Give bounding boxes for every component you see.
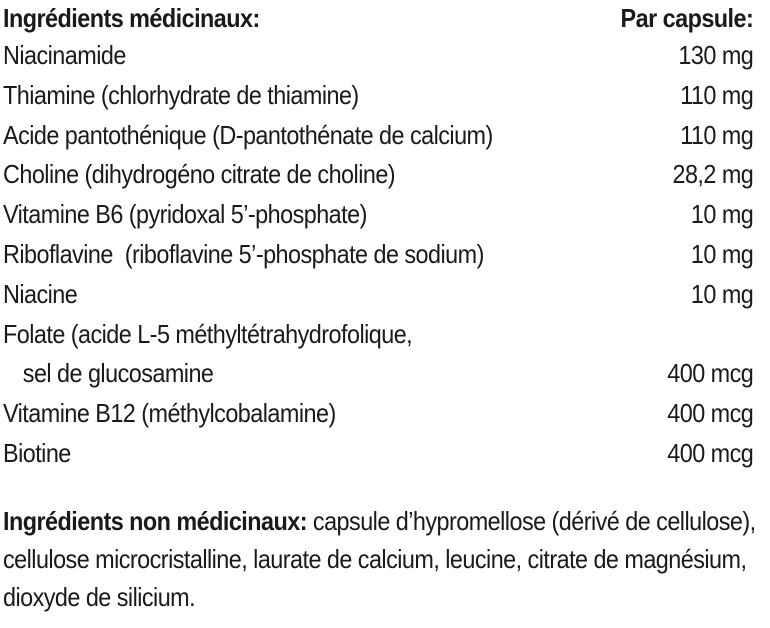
ingredient-row (3, 36, 753, 76)
ingredients-header (3, 0, 753, 36)
ingredient-name: sel de glucosamine (22, 358, 214, 389)
ingredient-name: Niacinamide (3, 40, 126, 70)
non-medicinal-ingredients (3, 502, 757, 616)
ingredient-name: Folate (acide L-5 méthyltétrahydrofolique, (3, 318, 413, 349)
ingredient-amount: 10 mg (690, 278, 754, 309)
ingredient-row (3, 235, 753, 275)
ingredient-name: Vitamine B6 (pyridoxal 5’-phosphate) (3, 199, 367, 230)
ingredient-amount: 110 mg (680, 79, 754, 110)
ingredient-name: Riboflavine (riboflavine 5’-phosphate de sodium) (3, 238, 484, 269)
ingredient-name: Vitamine B12 (méthylcobalamine) (3, 398, 336, 429)
ingredient-row (3, 155, 753, 195)
ingredient-amount: 400 mcg (667, 358, 754, 389)
ingredient-row (3, 76, 753, 116)
ingredient-row (3, 434, 753, 474)
ingredient-name: Acide pantothénique (D-pantothénate de calcium) (3, 119, 493, 150)
ingredient-name: Thiamine (chlorhydrate de thiamine) (3, 79, 359, 110)
ingredient-name: Choline (dihydrogéno citrate de choline) (3, 159, 396, 190)
ingredient-row (3, 354, 753, 394)
ingredient-row (3, 195, 753, 235)
ingredient-amount: 130 mg (678, 40, 754, 70)
ingredient-amount: 28,2 mg (672, 159, 754, 190)
section-spacer (3, 474, 754, 502)
ingredient-amount: 110 mg (680, 119, 754, 150)
medicinal-ingredients-heading: Ingrédients médicinaux: (3, 3, 260, 33)
ingredient-amount: 400 mcg (667, 398, 754, 429)
per-capsule-heading: Par capsule: (620, 3, 754, 33)
ingredient-name: Biotine (3, 437, 71, 468)
ingredient-row (3, 116, 753, 156)
ingredient-amount: 10 mg (690, 199, 754, 230)
ingredient-amount: 10 mg (690, 238, 754, 269)
ingredient-name: Niacine (3, 278, 78, 309)
ingredient-amount: 400 mcg (667, 437, 754, 468)
ingredient-row (3, 394, 753, 434)
ingredient-row (3, 275, 753, 315)
non-medicinal-label: Ingrédients non médicinaux: (3, 505, 307, 536)
non-medicinal-text: capsule d’hypromellose (dérivé de cellulose), cellulose microcristalline, laurate de calcium, leucine, citrate de magnésium, dioxyde de silicium. (3, 505, 756, 612)
ingredient-row (3, 315, 753, 355)
